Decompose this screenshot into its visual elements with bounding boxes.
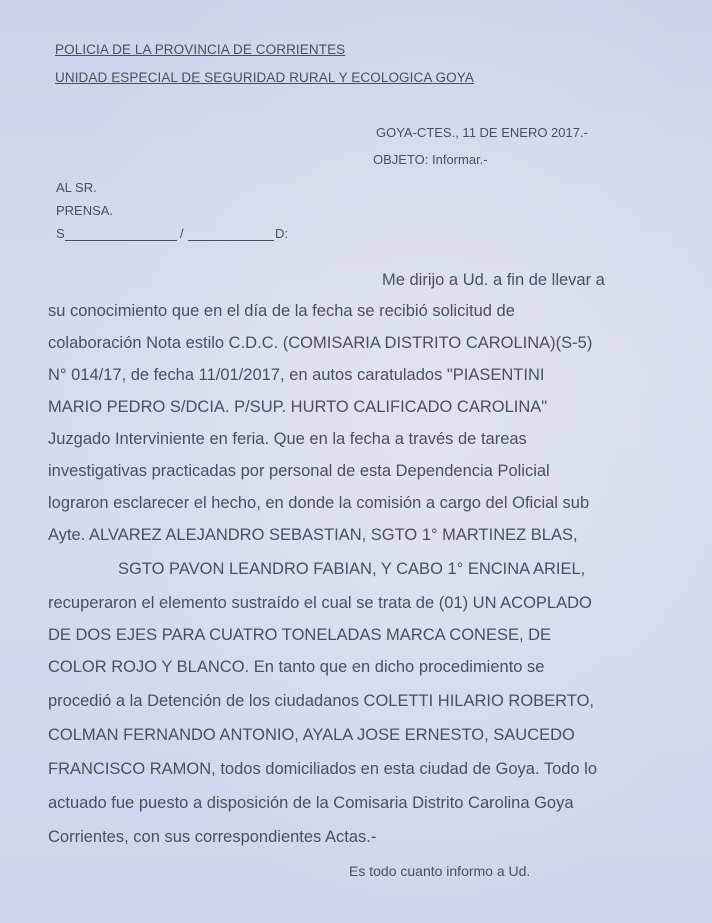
- salutation-s: S: [56, 226, 65, 241]
- header-special-unit: UNIDAD ESPECIAL DE SEGURIDAD RURAL Y ECOLOGICA GOYA: [55, 70, 474, 85]
- body-line: procedió a la Detención de los ciudadanos COLETTI HILARIO ROBERTO,: [48, 692, 594, 710]
- body-line: Juzgado Interviniente en feria. Que en la fecha a través de tareas: [48, 430, 527, 448]
- body-line: recuperaron el elemento sustraído el cual se trata de (01) UN ACOPLADO: [48, 594, 592, 612]
- body-line: Me dirijo a Ud. a fin de llevar a: [382, 271, 605, 289]
- body-line: COLOR ROJO Y BLANCO. En tanto que en dicho procedimiento se: [48, 658, 545, 676]
- date-line: GOYA-CTES., 11 DE ENERO 2017.-: [376, 125, 588, 140]
- body-line: SGTO PAVON LEANDRO FABIAN, Y CABO 1° ENCINA ARIEL,: [118, 560, 586, 578]
- body-line: FRANCISCO RAMON, todos domiciliados en esta ciudad de Goya. Todo lo: [48, 760, 598, 778]
- body-line: Corrientes, con sus correspondientes Actas.-: [48, 828, 377, 846]
- body-line: lograron esclarecer el hecho, en donde la comisión a cargo del Oficial sub: [48, 494, 590, 512]
- body-line: su conocimiento que en el día de la fecha se recibió solicitud de: [48, 302, 515, 320]
- body-line: N° 014/17, de fecha 11/01/2017, en autos caratulados "PIASENTINI: [48, 366, 545, 384]
- object-line: OBJETO: Informar.-: [373, 152, 488, 167]
- salutation-underline-2: [188, 240, 274, 241]
- body-line: colaboración Nota estilo C.D.C. (COMISARIA DISTRITO CAROLINA)(S-5): [48, 334, 593, 352]
- closing-line: Es todo cuanto informo a Ud.: [349, 863, 531, 879]
- body-line: Ayte. ALVAREZ ALEJANDRO SEBASTIAN, SGTO 1° MARTINEZ BLAS,: [48, 526, 578, 544]
- salutation-d: D:: [275, 226, 288, 241]
- salutation-slash: /: [180, 226, 184, 241]
- body-line: actuado fue puesto a disposición de la Comisaria Distrito Carolina Goya: [48, 794, 574, 812]
- body-line: MARIO PEDRO S/DCIA. P/SUP. HURTO CALIFICADO CAROLINA": [48, 398, 548, 416]
- body-line: COLMAN FERNANDO ANTONIO, AYALA JOSE ERNESTO, SAUCEDO: [48, 726, 575, 744]
- body-line: investigativas practicadas por personal de esta Dependencia Policial: [48, 462, 550, 480]
- recipient-line-1: AL SR.: [56, 180, 97, 195]
- header-police-province: POLICIA DE LA PROVINCIA DE CORRIENTES: [55, 42, 346, 57]
- body-line: DE DOS EJES PARA CUATRO TONELADAS MARCA CONESE, DE: [48, 626, 552, 644]
- salutation-underline-1: [65, 240, 177, 241]
- recipient-line-2: PRENSA.: [56, 203, 114, 218]
